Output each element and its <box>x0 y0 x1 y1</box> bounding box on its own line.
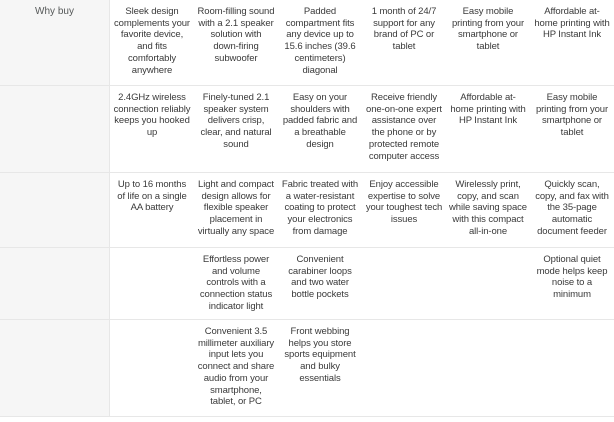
comparison-row-why-buy-5 <box>0 320 614 417</box>
feature-cell-product-2: Room-filling sound with a 2.1 speaker solution with down-firing subwoofer <box>197 6 275 64</box>
feature-cell-product-3: Fabric treated with a water-resistant coating to protect your electronics from damage <box>281 179 359 237</box>
feature-cell-product-5 <box>446 320 530 416</box>
feature-cell-product-2: Convenient 3.5 millimeter auxiliary input lets you connect and share audio from your smartphone, tablet, or PC <box>197 326 275 408</box>
feature-cell-product-4: Receive friendly one-on-one expert assistance over the phone or by protected remote computer access <box>366 92 442 162</box>
comparison-row-why-buy-4 <box>0 248 614 320</box>
feature-cell-product-5 <box>446 248 530 319</box>
feature-cell-product-6: Quickly scan, copy, and fax with the 35-page automatic document feeder <box>535 179 609 237</box>
feature-cell-product-4: Enjoy accessible expertise to solve your toughest tech issues <box>365 179 443 226</box>
feature-cell-product-4 <box>362 320 446 416</box>
feature-cell-product-6: Optional quiet mode helps keep noise to a minimum <box>536 254 608 301</box>
feature-cell-product-3: Padded compartment fits any device up to 15.6 inches (39.6 centimeters) diagonal <box>284 6 356 76</box>
comparison-row-why-buy-2 <box>0 86 614 173</box>
row-header-empty <box>0 320 110 416</box>
feature-cell-product-6: Affordable at-home printing with HP Instant Ink <box>534 6 610 41</box>
feature-cell-product-4: 1 month of 24/7 support for any brand of PC or tablet <box>371 6 437 53</box>
feature-cell-product-1 <box>110 320 194 416</box>
feature-cell-product-5: Easy mobile printing from your smartphone or tablet <box>451 6 525 53</box>
feature-cell-product-2: Light and compact design allows for flexible speaker placement in virtually any space <box>197 179 275 237</box>
feature-cell-product-1: 2.4GHz wireless connection reliably keeps you hooked up <box>113 92 191 139</box>
feature-cell-product-1: Sleek design complements your favorite device, and fits comfortably anywhere <box>113 6 190 76</box>
feature-cell-product-5: Affordable at-home printing with HP Instant Ink <box>450 92 526 127</box>
feature-cell-product-5: Wirelessly print, copy, and scan while saving space with this compact all-in-one <box>449 179 527 237</box>
row-header-empty <box>0 173 110 247</box>
feature-cell-product-1 <box>110 248 194 319</box>
feature-cell-product-2: Effortless power and volume controls with a connection status indicator light <box>199 254 273 312</box>
feature-cell-product-3: Front webbing helps you store sports equipment and bulky essentials <box>284 326 356 384</box>
feature-cell-product-3: Convenient carabiner loops and two water bottle pockets <box>288 254 352 301</box>
feature-cell-product-1: Up to 16 months of life on a single AA battery <box>117 179 187 214</box>
feature-cell-product-3: Easy on your shoulders with padded fabric and a breathable design <box>282 92 358 150</box>
feature-cell-product-2: Finely-tuned 2.1 speaker system delivers crisp, clear, and natural sound <box>200 92 272 150</box>
feature-cell-product-6: Easy mobile printing from your smartphone or tablet <box>535 92 609 139</box>
comparison-row-why-buy-3 <box>0 173 614 248</box>
comparison-row-why-buy-1 <box>0 0 614 86</box>
row-header-empty <box>0 86 110 172</box>
row-header-why-buy: Why buy <box>0 0 110 85</box>
feature-cell-product-6 <box>530 320 614 416</box>
feature-cell-product-4 <box>362 248 446 319</box>
row-header-empty <box>0 248 110 319</box>
